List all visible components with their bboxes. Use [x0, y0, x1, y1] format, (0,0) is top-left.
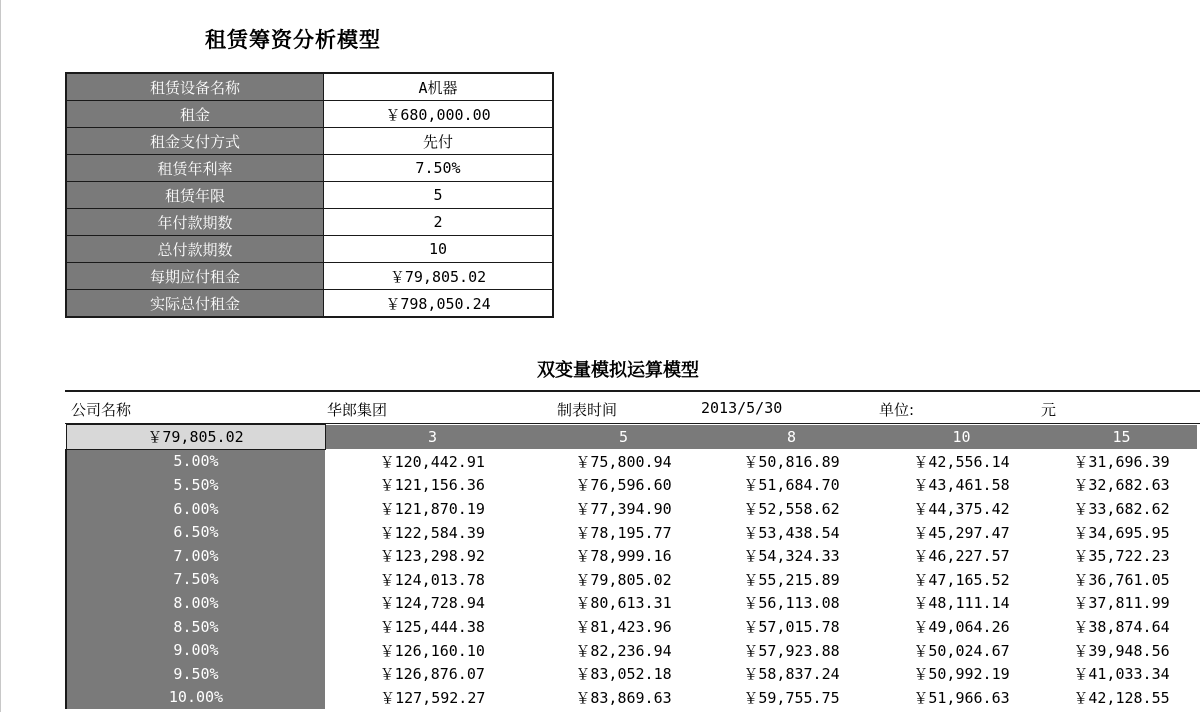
param-row	[66, 128, 553, 155]
company-value[interactable]: 华郎集团	[327, 401, 388, 419]
sim-row	[66, 662, 1197, 686]
sim-rate-cell[interactable]: 6.50%	[66, 520, 325, 544]
param-row	[66, 182, 553, 209]
sim-rate-cell[interactable]: 9.50%	[66, 662, 325, 686]
sim-value-cell[interactable]: ￥121,156.36	[325, 473, 541, 497]
param-label[interactable]: 租赁设备名称	[66, 73, 324, 101]
sim-value-cell[interactable]: ￥53,438.54	[707, 520, 877, 544]
sim-value-cell[interactable]: ￥124,728.94	[325, 591, 541, 615]
param-label[interactable]: 租赁年利率	[66, 155, 324, 182]
param-value[interactable]: 先付	[324, 128, 554, 155]
sim-value-cell[interactable]: ￥82,236.94	[541, 638, 707, 662]
sim-value-cell[interactable]: ￥54,324.33	[707, 544, 877, 568]
sim-value-cell[interactable]: ￥79,805.02	[541, 568, 707, 592]
sim-value-cell[interactable]: ￥78,195.77	[541, 520, 707, 544]
sim-value-cell[interactable]: ￥44,375.42	[877, 497, 1047, 521]
sim-value-cell[interactable]: ￥78,999.16	[541, 544, 707, 568]
param-row	[66, 73, 553, 101]
sim-value-cell[interactable]: ￥41,033.34	[1047, 662, 1197, 686]
sim-col-header[interactable]: 15	[1047, 425, 1197, 450]
sim-col-header[interactable]: 3	[325, 425, 541, 450]
sim-value-cell[interactable]: ￥35,722.23	[1047, 544, 1197, 568]
sim-value-cell[interactable]: ￥81,423.96	[541, 615, 707, 639]
sim-value-cell[interactable]: ￥126,876.07	[325, 662, 541, 686]
sim-rate-cell[interactable]: 5.50%	[66, 473, 325, 497]
sim-rate-cell[interactable]: 8.00%	[66, 591, 325, 615]
sim-value-cell[interactable]: ￥55,215.89	[707, 568, 877, 592]
date-value[interactable]: 2013/5/30	[701, 399, 783, 417]
page-title: 租赁筹资分析模型	[205, 27, 381, 52]
sim-value-cell[interactable]: ￥42,556.14	[877, 449, 1047, 473]
unit-value[interactable]: 元	[1041, 401, 1057, 419]
date-label[interactable]: 制表时间	[557, 401, 618, 419]
sim-rate-cell[interactable]: 9.00%	[66, 638, 325, 662]
sim-value-cell[interactable]: ￥125,444.38	[325, 615, 541, 639]
sim-title: 双变量模拟运算模型	[537, 360, 699, 381]
sim-row	[66, 686, 1197, 710]
sim-value-cell[interactable]: ￥56,113.08	[707, 591, 877, 615]
sim-row	[66, 473, 1197, 497]
sim-value-cell[interactable]: ￥46,227.57	[877, 544, 1047, 568]
sim-rate-cell[interactable]: 6.00%	[66, 497, 325, 521]
sim-value-cell[interactable]: ￥80,613.31	[541, 591, 707, 615]
sim-row	[66, 497, 1197, 521]
sim-row	[66, 638, 1197, 662]
sim-value-cell[interactable]: ￥126,160.10	[325, 638, 541, 662]
param-row	[66, 236, 553, 263]
sim-value-cell[interactable]: ￥42,128.55	[1047, 686, 1197, 710]
param-value[interactable]: ￥680,000.00	[324, 101, 554, 128]
sim-rate-cell[interactable]: 8.50%	[66, 615, 325, 639]
sim-value-cell[interactable]: ￥50,816.89	[707, 449, 877, 473]
sim-header-row	[66, 425, 1197, 450]
sim-value-cell[interactable]: ￥43,461.58	[877, 473, 1047, 497]
sim-value-cell[interactable]: ￥50,024.67	[877, 638, 1047, 662]
param-label[interactable]: 总付款期数	[66, 236, 324, 263]
company-label[interactable]: 公司名称	[71, 401, 132, 419]
sim-value-cell[interactable]: ￥48,111.14	[877, 591, 1047, 615]
sim-value-cell[interactable]: ￥39,948.56	[1047, 638, 1197, 662]
sim-row	[66, 568, 1197, 592]
sim-value-cell[interactable]: ￥120,442.91	[325, 449, 541, 473]
param-value[interactable]: 2	[324, 209, 554, 236]
sim-value-cell[interactable]: ￥51,684.70	[707, 473, 877, 497]
sim-corner-cell[interactable]: ￥79,805.02	[66, 425, 325, 450]
param-value[interactable]: ￥798,050.24	[324, 290, 554, 318]
param-label[interactable]: 租金	[66, 101, 324, 128]
param-value[interactable]: A机器	[324, 73, 554, 101]
sim-value-cell[interactable]: ￥122,584.39	[325, 520, 541, 544]
sim-rate-cell[interactable]: 10.00%	[66, 686, 325, 710]
sim-row	[66, 449, 1197, 473]
sim-value-cell[interactable]: ￥76,596.60	[541, 473, 707, 497]
sim-rate-cell[interactable]: 5.00%	[66, 449, 325, 473]
sim-value-cell[interactable]: ￥33,682.62	[1047, 497, 1197, 521]
sim-rate-cell[interactable]: 7.50%	[66, 568, 325, 592]
sim-value-cell[interactable]: ￥47,165.52	[877, 568, 1047, 592]
param-value[interactable]: ￥79,805.02	[324, 263, 554, 290]
sim-value-cell[interactable]: ￥49,064.26	[877, 615, 1047, 639]
sim-value-cell[interactable]: ￥51,966.63	[877, 686, 1047, 710]
sim-table	[65, 424, 1198, 709]
sim-row	[66, 520, 1197, 544]
sim-value-cell[interactable]: ￥59,755.75	[707, 686, 877, 710]
info-line	[65, 390, 1200, 424]
sim-value-cell[interactable]: ￥123,298.92	[325, 544, 541, 568]
sim-value-cell[interactable]: ￥31,696.39	[1047, 449, 1197, 473]
sim-value-cell[interactable]: ￥36,761.05	[1047, 568, 1197, 592]
sim-value-cell[interactable]: ￥83,052.18	[541, 662, 707, 686]
sim-row	[66, 615, 1197, 639]
sim-col-header[interactable]: 8	[707, 425, 877, 450]
param-row	[66, 263, 553, 290]
sim-value-cell[interactable]: ￥58,837.24	[707, 662, 877, 686]
param-row	[66, 101, 553, 128]
sim-col-header[interactable]: 5	[541, 425, 707, 450]
sim-value-cell[interactable]: ￥52,558.62	[707, 497, 877, 521]
param-label[interactable]: 实际总付租金	[66, 290, 324, 318]
sim-value-cell[interactable]: ￥124,013.78	[325, 568, 541, 592]
sim-value-cell[interactable]: ￥57,015.78	[707, 615, 877, 639]
param-value[interactable]: 5	[324, 182, 554, 209]
param-value[interactable]: 7.50%	[324, 155, 554, 182]
lease-params-table	[65, 72, 554, 318]
sim-row	[66, 591, 1197, 615]
param-label[interactable]: 年付款期数	[66, 209, 324, 236]
param-label[interactable]: 租金支付方式	[66, 128, 324, 155]
sim-col-header[interactable]: 10	[877, 425, 1047, 450]
sim-value-cell[interactable]: ￥121,870.19	[325, 497, 541, 521]
sim-value-cell[interactable]: ￥38,874.64	[1047, 615, 1197, 639]
sim-value-cell[interactable]: ￥50,992.19	[877, 662, 1047, 686]
sim-value-cell[interactable]: ￥77,394.90	[541, 497, 707, 521]
sim-rate-cell[interactable]: 7.00%	[66, 544, 325, 568]
sim-value-cell[interactable]: ￥83,869.63	[541, 686, 707, 710]
sim-value-cell[interactable]: ￥127,592.27	[325, 686, 541, 710]
param-label[interactable]: 每期应付租金	[66, 263, 324, 290]
sim-value-cell[interactable]: ￥32,682.63	[1047, 473, 1197, 497]
param-row	[66, 209, 553, 236]
param-row	[66, 155, 553, 182]
param-row	[66, 290, 553, 318]
sim-value-cell[interactable]: ￥75,800.94	[541, 449, 707, 473]
param-label[interactable]: 租赁年限	[66, 182, 324, 209]
sim-value-cell[interactable]: ￥37,811.99	[1047, 591, 1197, 615]
param-value[interactable]: 10	[324, 236, 554, 263]
sim-value-cell[interactable]: ￥45,297.47	[877, 520, 1047, 544]
sim-value-cell[interactable]: ￥57,923.88	[707, 638, 877, 662]
unit-label[interactable]: 单位:	[879, 401, 915, 419]
sim-row	[66, 544, 1197, 568]
sim-value-cell[interactable]: ￥34,695.95	[1047, 520, 1197, 544]
